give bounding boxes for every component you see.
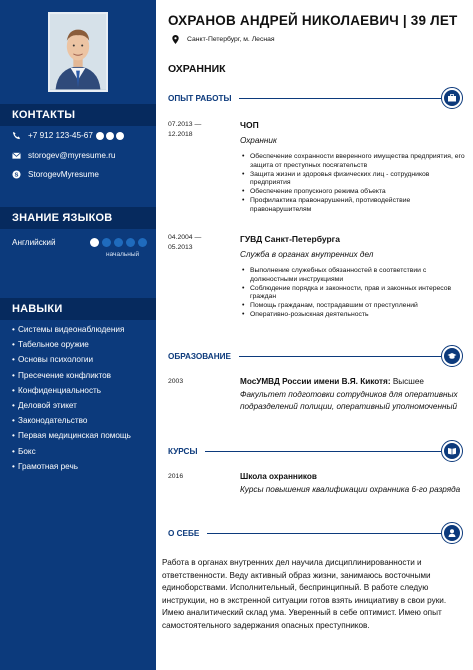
- svg-text:S: S: [14, 172, 19, 179]
- about-title: О СЕБЕ: [168, 528, 200, 538]
- list-item: • Обеспечение пропускного режима объекта: [240, 188, 465, 197]
- experience-title: ОПЫТ РАБОТЫ: [168, 93, 232, 103]
- language-name: Английский: [12, 238, 56, 247]
- courses-header: [168, 440, 463, 462]
- skill-item: • Первая медицинская помощь: [12, 428, 152, 443]
- user-icon: [441, 522, 463, 544]
- about-header: [168, 522, 463, 544]
- course-name: Курсы повышения квалификации охранника 6-го разряда: [240, 484, 461, 494]
- map-pin-icon: [172, 35, 179, 44]
- desired-position: ОХРАННИК: [168, 63, 226, 75]
- viber-icon: [96, 132, 104, 140]
- profile-photo: [48, 12, 108, 92]
- address: [172, 35, 275, 44]
- job-2-date: 04.2004 — 05.2013: [168, 234, 202, 251]
- skill-item: • Грамотная речь: [12, 459, 152, 474]
- skills-title: НАВЫКИ: [0, 298, 156, 320]
- education-faculty: Факультет подготовки сотрудников для оперативных подразделений полиции, оперативный уполномоченный: [240, 389, 458, 411]
- divider: [239, 98, 441, 99]
- skype-icon: [12, 170, 21, 179]
- education-degree: Высшее: [392, 377, 424, 386]
- sidebar: [0, 0, 156, 670]
- about-text: Работа в органах внутренних дел научила дисциплинированности и ответственности. Веду активный образ жизни, занимаюсь восточными единоборствами. Исполнительный, беспринципный. В работе следую инструкции, но в экстренной ситуации готов взять инициативу в свои руки. Имею аналитический склад ума. Уверенный в себе оптимист. Имею опыт самостоятельного задержания опасных преступников.: [162, 558, 447, 630]
- list-item: • Помощь гражданам, пострадавшим от преступлений: [240, 302, 465, 311]
- skill-item: • Бокс: [12, 444, 152, 459]
- skill-item: • Табельное оружие: [12, 337, 152, 352]
- graduation-cap-icon: [441, 345, 463, 367]
- divider: [205, 451, 441, 452]
- divider: [207, 533, 441, 534]
- language-level-dot: [102, 238, 111, 247]
- language-level-label: начальный: [106, 251, 140, 258]
- skype-row[interactable]: [12, 170, 99, 179]
- portrait-illustration: [50, 14, 106, 90]
- phone-number: +7 912 123-45-67: [28, 131, 93, 140]
- education-school: МосУМВД России имени В.Я. Кикотя:: [240, 377, 391, 386]
- education-title: ОБРАЗОВАНИЕ: [168, 351, 231, 361]
- languages-title: ЗНАНИЕ ЯЗЫКОВ: [0, 207, 156, 229]
- skill-item: • Законодательство: [12, 413, 152, 428]
- email-address: storogev@myresume.ru: [28, 151, 116, 160]
- skills-list: [12, 322, 152, 474]
- contacts-title: КОНТАКТЫ: [0, 104, 156, 126]
- education-date: 2003: [168, 378, 184, 385]
- candidate-name: ОХРАНОВ АНДРЕЙ НИКОЛАЕВИЧ | 39 ЛЕТ: [168, 13, 458, 28]
- language-level-dot: [126, 238, 135, 247]
- divider: [239, 356, 441, 357]
- job-1-company: ЧОП: [240, 120, 259, 130]
- course-details: [240, 471, 465, 496]
- language-level-dot: [138, 238, 147, 247]
- job-1-duties: [240, 153, 465, 215]
- address-text: Санкт-Петербург, м. Лесная: [187, 36, 275, 43]
- briefcase-icon: [441, 87, 463, 109]
- list-item: • Выполнение служебных обязанностей в соответствии с должностными инструкциями: [240, 267, 465, 285]
- list-item: • Соблюдение порядка и законности, прав и законных интересов граждан: [240, 285, 465, 303]
- skill-item: • Системы видеонаблюдения: [12, 322, 152, 337]
- phone-icon: [12, 131, 21, 140]
- course-school: Школа охранников: [240, 472, 317, 481]
- skill-item: • Деловой этикет: [12, 398, 152, 413]
- skype-login: StorogevMyresume: [28, 170, 99, 179]
- experience-header: [168, 87, 463, 109]
- education-details: [240, 376, 465, 414]
- list-item: • Оперативно-розыскная деятельность: [240, 311, 465, 320]
- language-level-dot: [90, 238, 99, 247]
- main-content: [156, 0, 473, 670]
- book-icon: [441, 440, 463, 462]
- skill-item: • Конфиденциальность: [12, 383, 152, 398]
- list-item: • Защита жизни и здоровья физических лиц - сотрудников предприятия: [240, 171, 465, 189]
- job-1-role: Охранник: [240, 136, 277, 145]
- messenger-icons: [96, 132, 124, 140]
- job-2-duties: [240, 267, 465, 320]
- email-row[interactable]: [12, 151, 115, 160]
- job-2-role: Служба в органах внутренних дел: [240, 250, 374, 259]
- language-level-dots: [90, 238, 147, 247]
- whatsapp-icon: [106, 132, 114, 140]
- course-date: 2016: [168, 473, 184, 480]
- telegram-icon: [116, 132, 124, 140]
- list-item: • Обеспечение сохранности вверенного имущества предприятия, его защита от преступных посягательств: [240, 153, 465, 171]
- job-1-date: 07.2013 — 12.2018: [168, 121, 202, 138]
- job-2-company: ГУВД Санкт-Петербурга: [240, 234, 340, 244]
- skill-item: • Основы психологии: [12, 352, 152, 367]
- language-level-dot: [114, 238, 123, 247]
- list-item: • Профилактика правонарушений, противодействие правонарушителям: [240, 197, 465, 215]
- education-header: [168, 345, 463, 367]
- courses-title: КУРСЫ: [168, 446, 198, 456]
- skill-item: • Пресечение конфликтов: [12, 368, 152, 383]
- phone-row[interactable]: [12, 131, 124, 140]
- email-icon: [12, 151, 21, 160]
